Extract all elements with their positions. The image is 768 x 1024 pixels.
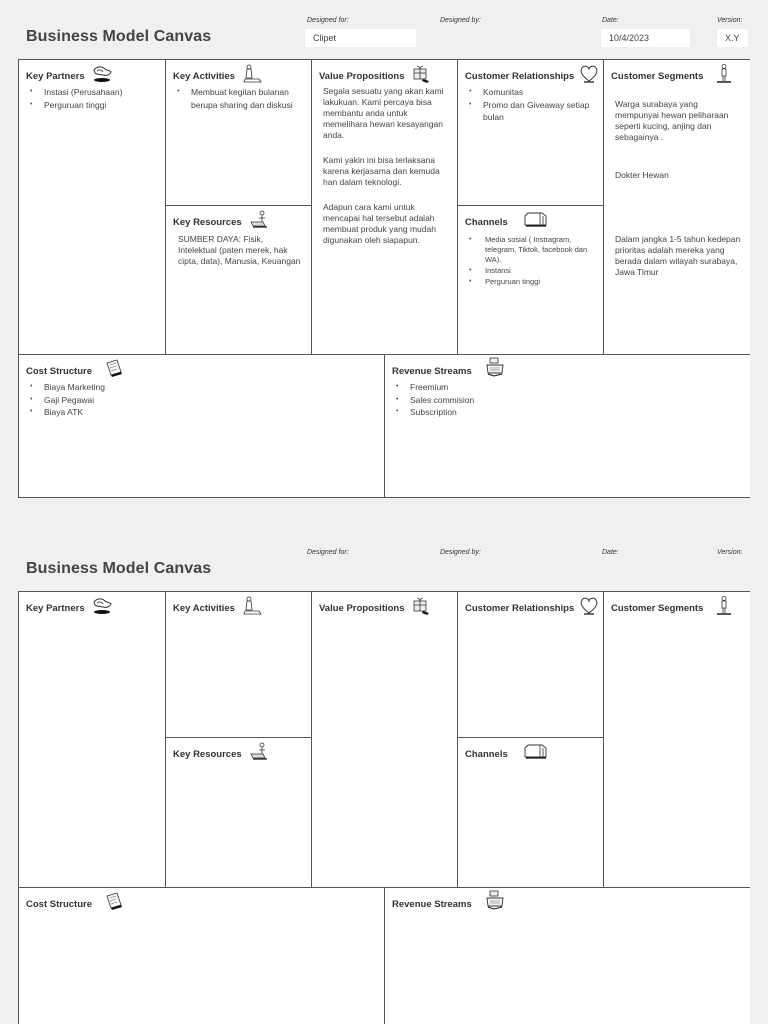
block-title: Customer Segments	[611, 70, 704, 82]
key-partners-block[interactable]	[19, 60, 166, 355]
canvas-1	[0, 0, 768, 510]
customer-segments-block[interactable]	[604, 592, 750, 888]
gift-icon	[411, 596, 433, 614]
version-field[interactable]: X.Y	[717, 29, 748, 47]
designed-by-label: Designed by:	[440, 17, 481, 24]
list-item: • Biaya Marketing	[30, 381, 330, 394]
handshake-icon	[91, 596, 113, 614]
list-item: • Instansi	[469, 266, 599, 276]
segment-paragraph: Dalam jangka 1-5 tahun kedepan prioritas adalah mereka yang berada dalam wilayah surabaya, Jawa Timur	[615, 234, 741, 277]
segment-paragraph: Warga surabaya yang mempunyai hewan peliharaan seperti kucing, anjing dan sebagainya .	[615, 99, 729, 142]
cost-structure-block[interactable]	[19, 355, 385, 497]
value-prop-paragraph: Adapun cara kami untuk mencapai hal tersebut adalah membuat produk yang mudah digunakan oleh siapapun.	[323, 202, 436, 245]
customer-segments-block[interactable]	[604, 60, 750, 355]
block-title: Key Activities	[173, 602, 235, 614]
date-label: Date:	[602, 17, 619, 24]
key-resources-text: SUMBER DAYA: Fisik, Intelektual (paten merek, hak cipta, data), Manusia, Keuangan	[178, 234, 301, 266]
channels-block[interactable]	[458, 206, 604, 355]
canvas-2	[0, 532, 768, 1024]
block-title: Revenue Streams	[392, 365, 472, 377]
list-item: • Instasi (Perusahaan)	[30, 86, 160, 99]
heart-icon	[578, 596, 596, 614]
channels-block[interactable]	[458, 738, 604, 888]
key-resources-block[interactable]	[166, 206, 312, 355]
worker-icon	[241, 64, 263, 82]
block-title: Customer Segments	[611, 602, 704, 614]
block-title: Customer Relationships	[465, 70, 575, 82]
block-title: Cost Structure	[26, 365, 92, 377]
heart-icon	[578, 64, 596, 82]
designed-by-label: Designed by:	[440, 549, 481, 556]
customer-relationships-block[interactable]	[458, 592, 604, 738]
key-resources-block[interactable]	[166, 738, 312, 888]
segment-paragraph: Dokter Hewan	[615, 170, 669, 180]
block-title: Value Propositions	[319, 70, 405, 82]
truck-icon	[522, 742, 550, 760]
list-item: • Subscription	[396, 406, 696, 419]
person-standing-icon	[713, 64, 735, 82]
block-title: Key Resources	[173, 216, 242, 228]
list-item: • Perguruan tinggi	[469, 277, 599, 287]
list-item: • Freemium	[396, 381, 696, 394]
resource-person-icon	[248, 742, 270, 760]
block-title: Channels	[465, 748, 508, 760]
block-title: Customer Relationships	[465, 602, 575, 614]
cash-register-icon	[484, 890, 506, 908]
block-title: Key Resources	[173, 748, 242, 760]
bmc-grid	[18, 59, 750, 498]
value-prop-paragraph: Segala sesuatu yang akan kami lakukuan. Kami percaya bisa membantu anda untuk memelihara hewan kesayangan anda.	[323, 86, 444, 140]
revenue-streams-block[interactable]	[385, 355, 750, 497]
list-item: • Gaji Pegawai	[30, 394, 330, 407]
version-label: Version:	[717, 17, 743, 24]
key-activities-block[interactable]	[166, 60, 312, 206]
resource-person-icon	[248, 210, 270, 228]
list-item: • Promo dan Giveaway setiap bulan	[469, 99, 599, 124]
receipt-icon	[102, 892, 124, 910]
list-item: • Sales commision	[396, 394, 696, 407]
cost-structure-block[interactable]	[19, 888, 385, 1024]
block-title: Key Partners	[26, 602, 85, 614]
truck-icon	[522, 210, 550, 228]
worker-icon	[241, 596, 263, 614]
block-title: Channels	[465, 216, 508, 228]
block-title: Key Activities	[173, 70, 235, 82]
designed-for-label: Designed for:	[307, 17, 349, 24]
list-item: • Biaya ATK	[30, 406, 330, 419]
revenue-streams-block[interactable]	[385, 888, 750, 1024]
list-item: • Membuat kegitan bulanan berupa sharing dan diskusi	[177, 86, 309, 111]
designed-for-label: Designed for:	[307, 549, 349, 556]
customer-relationships-block[interactable]	[458, 60, 604, 206]
receipt-icon	[102, 359, 124, 377]
person-standing-icon	[713, 596, 735, 614]
version-label: Version:	[717, 549, 743, 556]
block-title: Cost Structure	[26, 898, 92, 910]
value-prop-paragraph: Kami yakin ini bisa terlaksana karena kerjasama dan kemuda han dalam teknologi.	[323, 155, 440, 187]
list-item: • Komunitas	[469, 86, 599, 99]
key-partners-block[interactable]	[19, 592, 166, 888]
value-propositions-block[interactable]	[312, 592, 458, 888]
block-title: Revenue Streams	[392, 898, 472, 910]
page-title: Business Model Canvas	[26, 28, 212, 45]
page-title: Business Model Canvas	[26, 560, 212, 577]
cash-register-icon	[484, 357, 506, 375]
block-title: Key Partners	[26, 70, 85, 82]
gift-icon	[411, 64, 433, 82]
handshake-icon	[91, 64, 113, 82]
value-propositions-block[interactable]	[312, 60, 458, 355]
key-activities-block[interactable]	[166, 592, 312, 738]
date-label: Date:	[602, 549, 619, 556]
designed-for-field[interactable]: Clipet	[305, 29, 416, 47]
list-item: • Perguruan tinggi	[30, 99, 160, 112]
block-title: Value Propositions	[319, 602, 405, 614]
list-item: • Media sosial ( Instragram, telegram, Tiktok, facebook dan WA).	[469, 235, 599, 265]
bmc-grid	[18, 591, 750, 1024]
date-field[interactable]: 10/4/2023	[601, 29, 690, 47]
